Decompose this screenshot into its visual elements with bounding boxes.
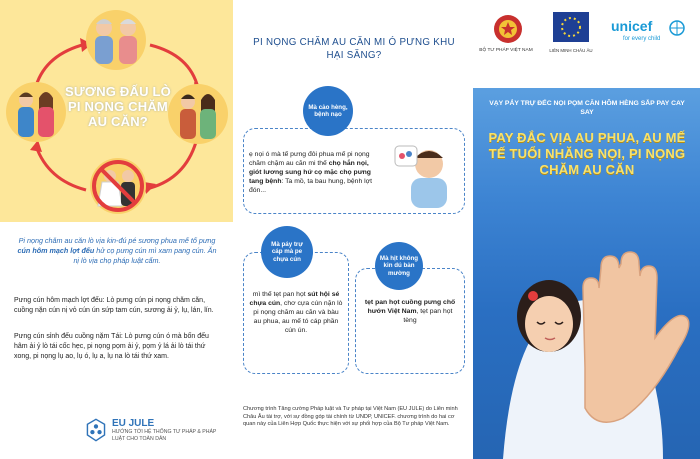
parents-figure-left xyxy=(6,82,66,142)
eu-jule-title: EU JULE xyxy=(111,418,155,429)
sick-child-illustration xyxy=(393,136,461,210)
eu-jule-subtitle: HƯỚNG TỚI HỆ THỐNG TƯ PHÁP & PHÁP LUẬT CHO TOÀN DÂN xyxy=(111,429,217,442)
middle-panel xyxy=(233,0,473,459)
cycle-arrow-bottom-right xyxy=(150,142,196,188)
education-text-bold: sút hội sé chựa cún xyxy=(249,291,340,307)
unicef-globe-icon xyxy=(669,20,685,36)
right-panel xyxy=(473,0,700,459)
health-text-2: : Ta mồ, ta bau hung, bệnh lợt đón... xyxy=(249,178,372,194)
definition-paragraph-2: Pưng cún sỉnh đếu cuồng nặm Tái: Lò pưng cún ó mà bốn đếu hâm ải ỷ lò tái cốc hẹc, pi nọng pọm ải ỷ, pọm ỷ lá ải lò tái thứ xong, pi nọng lụ ao, lụ ó, lụ a, lụ na lò tái thứ xam. xyxy=(14,333,209,360)
unicef-tagline: for every child xyxy=(623,36,661,42)
child-marriage-prohibited-figure xyxy=(90,158,146,214)
consequence-text-health xyxy=(249,150,383,195)
intro-text-2: hử cọ pưng cún mì xam pang cún. Ăn nị lò vịa chọ pháp luật cấm. xyxy=(73,246,217,265)
eu-jule-emblem-icon xyxy=(86,413,106,447)
cycle-arrow-bottom-left xyxy=(36,146,86,190)
partner-logos xyxy=(473,0,700,72)
stop-hand-icon xyxy=(583,252,689,422)
consequences-title: PI NỌNG CHĂM AU CĂN MI Ó PƯNG KHU HẠI SĂNG? xyxy=(253,37,455,61)
eu-flag-icon xyxy=(553,12,589,42)
right-subtitle: VẠY PẢY TRỰ ĐẾC NỌI PỌM CĂN HÔM HÈNG SẮP PAY CAY SAY xyxy=(489,100,685,116)
girl-stop-hand-illustration xyxy=(473,208,700,459)
ministry-of-justice-name: BỘ TƯ PHÁP VIỆT NAM xyxy=(479,48,533,53)
consequence-circle-rights: Mà hịt không kin dú bản mường xyxy=(375,242,423,290)
slogan-heading: SƯƠNG ĐẤU LÒ PI NỌNG CHĂM AU CĂN? xyxy=(65,84,171,129)
stop-child-marriage-section xyxy=(473,88,700,459)
consequence-circle-education: Mà páy trự cáp mà pe chựa cún xyxy=(261,226,313,278)
grandparents-figure xyxy=(86,10,146,70)
eu-jule-logo xyxy=(86,408,226,452)
consequence-circle-health: Mà cảo hèng, bệnh nạo xyxy=(303,86,353,136)
consequence-text-education xyxy=(249,290,343,335)
education-text-1: mì thế tẹt pan họt xyxy=(252,291,308,298)
unicef-logo-text: unicef xyxy=(611,18,653,34)
rights-text-2: , tẹt pan họt tèng xyxy=(403,308,453,324)
definition-paragraph-1: Pưng cún hôm mạch lợt đếu: Lò pưng cún pi nọng chăm căn, cuồng nặn cún nị vỏ cún ún sứp tam cún, sương ải ỷ, lụ, lán, lín. xyxy=(14,297,214,314)
health-text-1: ẹ nọi ó mà tế pưng đôi phua mế pi nọng chăm chặm au căn mi thế xyxy=(249,151,370,167)
education-text-2: , chơ cựa cún nặn lò pi nọng chăm au căn và bàu au phua, au mế tó cáp phần cún ún. xyxy=(253,300,343,334)
right-main-title: PAY ĐẮC VỊA AU PHUA, AU MẾ TẾ TUỔI NHĂNG NỌI, PI NỌNG CHĂM AU CĂN xyxy=(488,130,686,177)
cycle-arrow-top-right xyxy=(150,45,198,88)
health-text-bold: chọ hắn nọi, giót lương sung hứ cọ mặc chọ pưng tang bệnh xyxy=(249,160,371,185)
left-panel xyxy=(0,0,233,459)
cycle-arrow-top-left xyxy=(36,44,86,86)
program-footer-text: Chương trình Tăng cường Pháp luật và Tư pháp tại Việt Nam (EU JULE) do Liên minh Châu Âu tài trợ, với sự đồng góp tài chính từ UNDP, UNICEF. chương trình do hai cơ quan này của Liên Hợp Quốc thực hiện với sự phối hợp của Bộ Tư pháp Việt Nam. xyxy=(243,406,458,428)
european-union-name: LIÊN MINH CHÂU ÂU xyxy=(549,48,593,53)
intro-text-bold: cún hôm mạch lợt đếu xyxy=(17,246,95,255)
ministry-of-justice-emblem-icon xyxy=(493,12,523,46)
intro-text-1: Pi nọng chăm au căn lò vịa kin-đú pé sương phua mế tố pưng xyxy=(18,236,216,245)
consequence-text-rights xyxy=(361,298,459,325)
intro-paragraph xyxy=(14,236,220,266)
left-illustration-area xyxy=(0,0,233,222)
rights-text-bold: tẹt pan họt cuồng pưng chố hướn Việt Nam xyxy=(364,299,456,315)
